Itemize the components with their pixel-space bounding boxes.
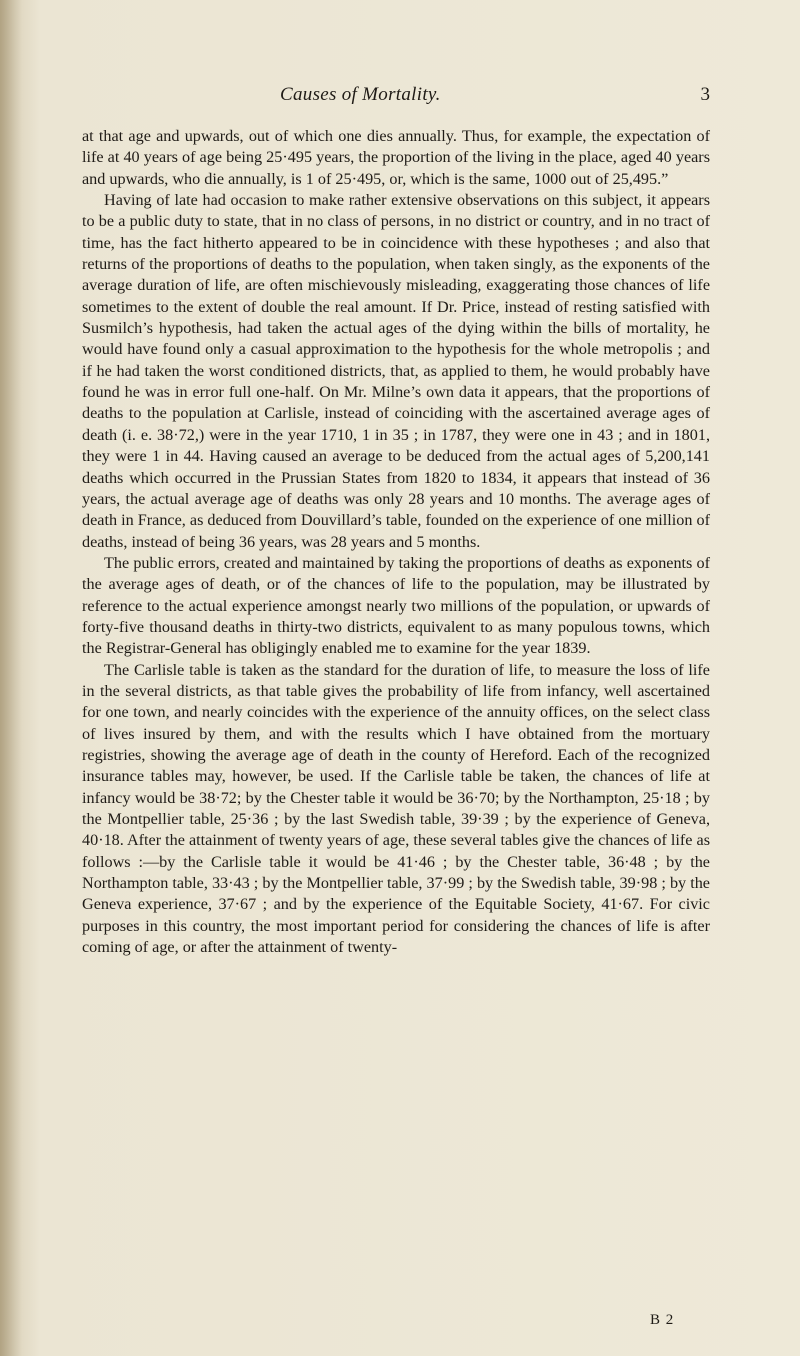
paragraph-continuation: at that age and upwards, out of which one dies annually. Thus, for example, the expectation of life at 40 years of age being 25·495 years, the proportion of the living in the place, aged 40 years and upwards, who die annually, is 1 of 25·495, or, which is the same, 1000 out of 25,495.”: [82, 127, 710, 188]
gutter-shadow: [0, 0, 22, 1356]
signature-mark: B 2: [650, 1312, 675, 1328]
page-number: 3: [700, 84, 710, 105]
paragraph: The public errors, created and maintained by taking the proportions of deaths as exponents of the average ages of death, or of the chances of life to the population, may be illustrated by reference to the actual experience amongst nearly two millions of the population, or upwards of forty-five thousand deaths in thirty-two districts, equivalent to as many populous towns, which the Registrar-General has obligingly enabled me to examine for the year 1839.: [82, 553, 710, 658]
paragraph: Having of late had occasion to make rather extensive observations on this subject, it appears to be a public duty to state, that in no class of persons, in no district or country, and in no tract of time, has the fact hitherto appeared to be in coincidence with these hypotheses ; and also that returns of the proportions of deaths to the population, when taken singly, as the exponents of the average duration of life, are often mischievously misleading, exaggerating those chances of life sometimes to the extent of double the real amount. If Dr. Price, instead of resting satisfied with Susmilch’s hypothesis, had taken the actual ages of the dying within the bills of mortality, he would have found only a casual approximation to the hypothesis for the whole metropolis ; and if he had taken the worst conditioned districts, that, as applied to them, he would probably have found he was in error full one-half. On Mr. Milne’s own data it appears, that the proportions of deaths to the population at Carlisle, instead of coinciding with the ascertained average ages of death (i. e. 38·72,) were in the year 1710, 1 in 35 ; in 1787, they were one in 43 ; and in 1801, they were 1 in 44. Having caused an average to be deduced from the actual ages of 5,200,141 deaths which occurred in the Prussian States from 1820 to 1834, it appears that instead of 36 years, the actual average age of deaths was only 28 years and 10 months. The average ages of death in France, as deduced from Douvillard’s table, founded on the experience of one million of deaths, instead of being 36 years, was 28 years and 5 months.: [82, 191, 710, 551]
page-header: [280, 84, 710, 110]
paragraph: The Carlisle table is taken as the standard for the duration of life, to measure the loss of life in the several districts, as that table gives the probability of life from infancy, well ascertained for one town, and nearly coincides with the experience of the annuity offices, on the select class of lives insured by them, and with the results which I have obtained from the mortuary registries, showing the average age of death in the county of Hereford. Each of the recognized insurance tables may, however, be used. If the Carlisle table be taken, the chances of life at infancy would be 38·72; by the Chester table it would be 36·70; by the Northampton, 25·18 ; by the Montpellier table, 25·36 ; by the last Swedish table, 39·39 ; by the experience of Geneva, 40·18. After the attainment of twenty years of age, these several tables give the chances of life as follows :—by the Carlisle table it would be 41·46 ; by the Chester table, 36·48 ; by the Northampton table, 33·43 ; by the Montpellier table, 37·99 ; by the Swedish table, 39·98 ; by the Geneva experience, 37·67 ; and by the experience of the Equitable Society, 41·67. For civic purposes in this country, the most important period for considering the chances of life is after coming of age, or after the attainment of twenty-: [82, 660, 710, 957]
body-text: [82, 126, 710, 958]
running-head: Causes of Mortality.: [280, 84, 441, 105]
